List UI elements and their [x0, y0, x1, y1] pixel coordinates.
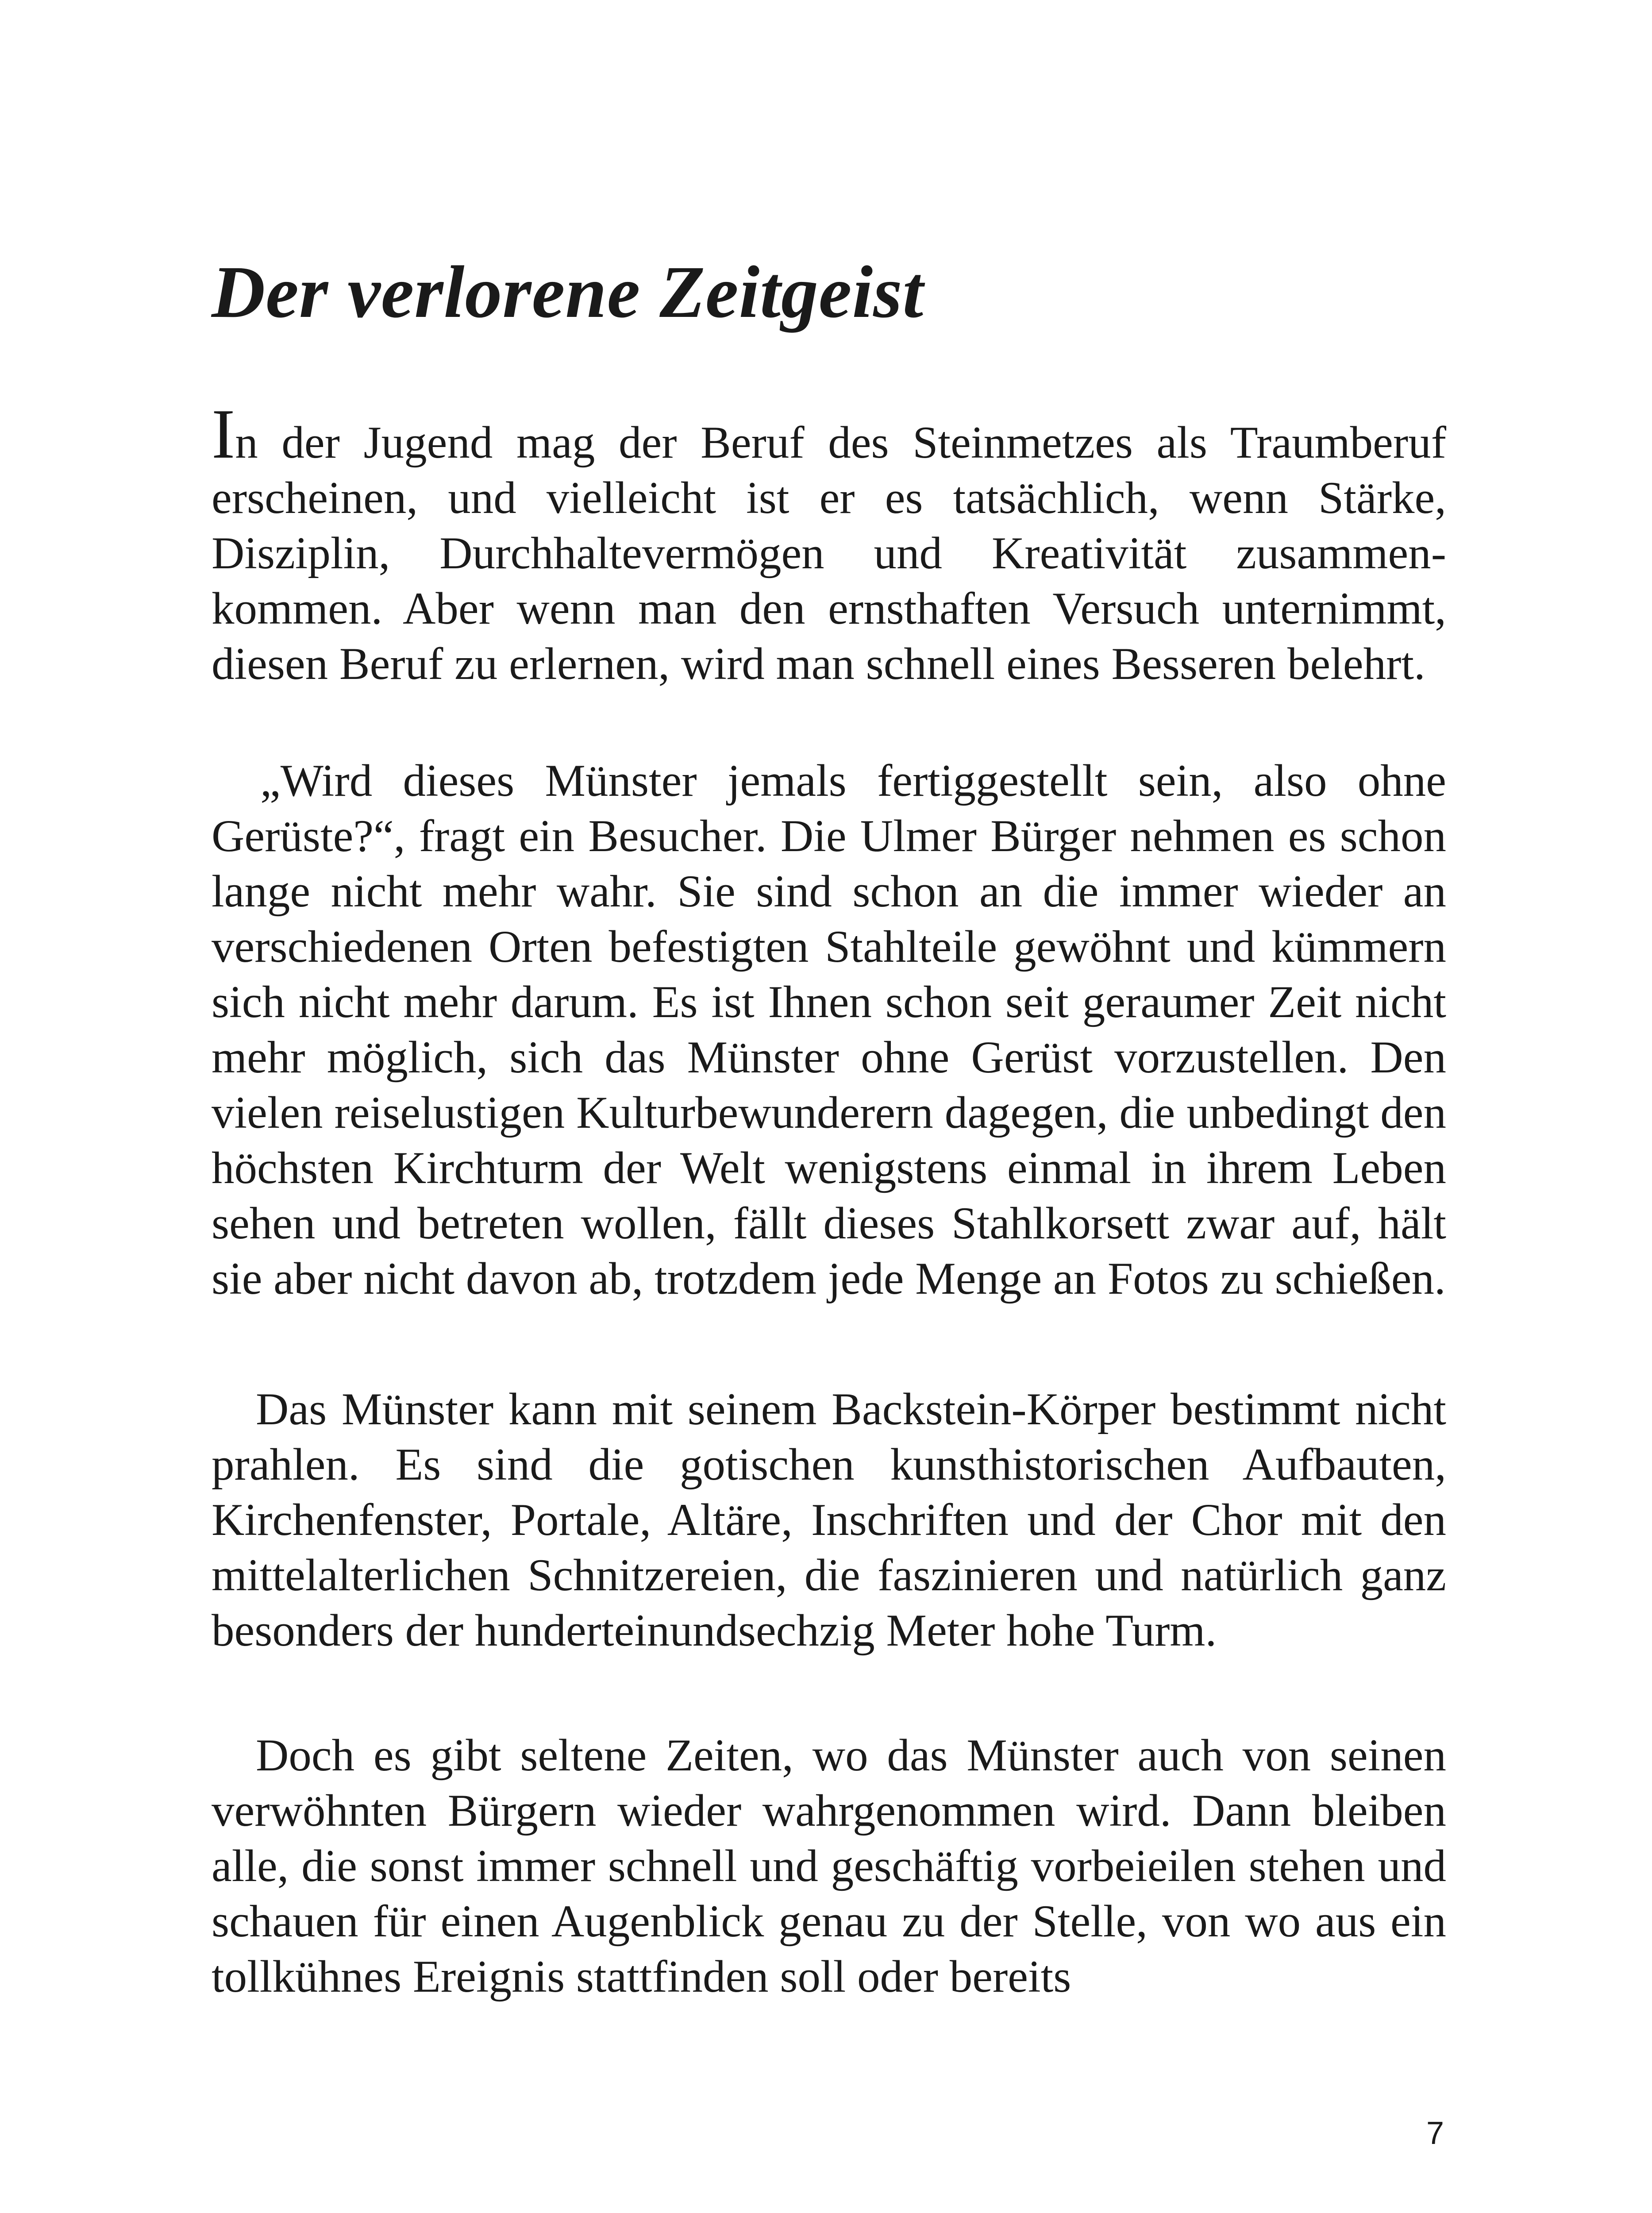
paragraph-1-body: n der Jugend mag der Beruf des Steinmetzes als Traumberuf erscheinen, und vielleicht ist er es tatsächlich, wenn Stärke, Disziplin, Durchhaltevermögen und Kreativität zusammenkommen. Aber wenn man den ernsthaften Versuch unternimmt, diesen Beruf zu erlernen, wird man schnell eines Besseren belehrt.: [212, 417, 1446, 689]
initial-letter: I: [212, 394, 235, 473]
chapter-title: Der verlorene Zeitgeist: [212, 251, 924, 333]
paragraph-3: [212, 1382, 1446, 1658]
paragraph-4-text: Doch es gibt seltene Zeiten, wo das Münster auch von seinen verwöhnten Bürgern wieder wahrgenommen wird. Dann bleiben alle, die sonst immer schnell und geschäftig vorbeieilen stehen und schauen für einen Augenblick genau zu der Stelle, von wo aus ein tollkühnes Ereignis stattfinden soll oder bereits: [212, 1730, 1446, 2002]
paragraph-1-text: [212, 394, 1446, 692]
paragraph-1: [212, 394, 1446, 692]
page-number: 7: [1426, 2116, 1444, 2151]
paragraph-2-text: „Wird dieses Münster jemals fertiggestellt sein, also ohne Gerüste?“, fragt ein Besucher. Die Ulmer Bürger nehmen es schon lange nicht mehr wahr. Sie sind schon an die immer wieder an verschiedenen Orten befestigten Stahlteile gewöhnt und kümmern sich nicht mehr darum. Es ist Ihnen schon seit geraumer Zeit nicht mehr möglich, sich das Münster ohne Gerüst vorzustellen. Den vielen reiselustigen Kulturbewunderern dagegen, die unbedingt den höchsten Kirchturm der Welt wenigstens einmal in ihrem Leben sehen und betreten wollen, fällt dieses Stahlkorsett zwar auf, hält sie aber nicht davon ab, trotzdem jede Menge an Fotos zu schießen.: [212, 756, 1446, 1304]
paragraph-2: [212, 753, 1446, 1307]
paragraph-4: [212, 1728, 1446, 2005]
paragraph-3-text: Das Münster kann mit seinem Backstein-Körper bestimmt nicht prahlen. Es sind die gotischen kunsthistorischen Aufbauten, Kirchenfenster, Portale, Altäre, Inschriften und der Chor mit den mittelalterlichen Schnitzereien, die faszinieren und natürlich ganz besonders der hunderteinundsechzig Meter hohe Turm.: [212, 1384, 1446, 1656]
